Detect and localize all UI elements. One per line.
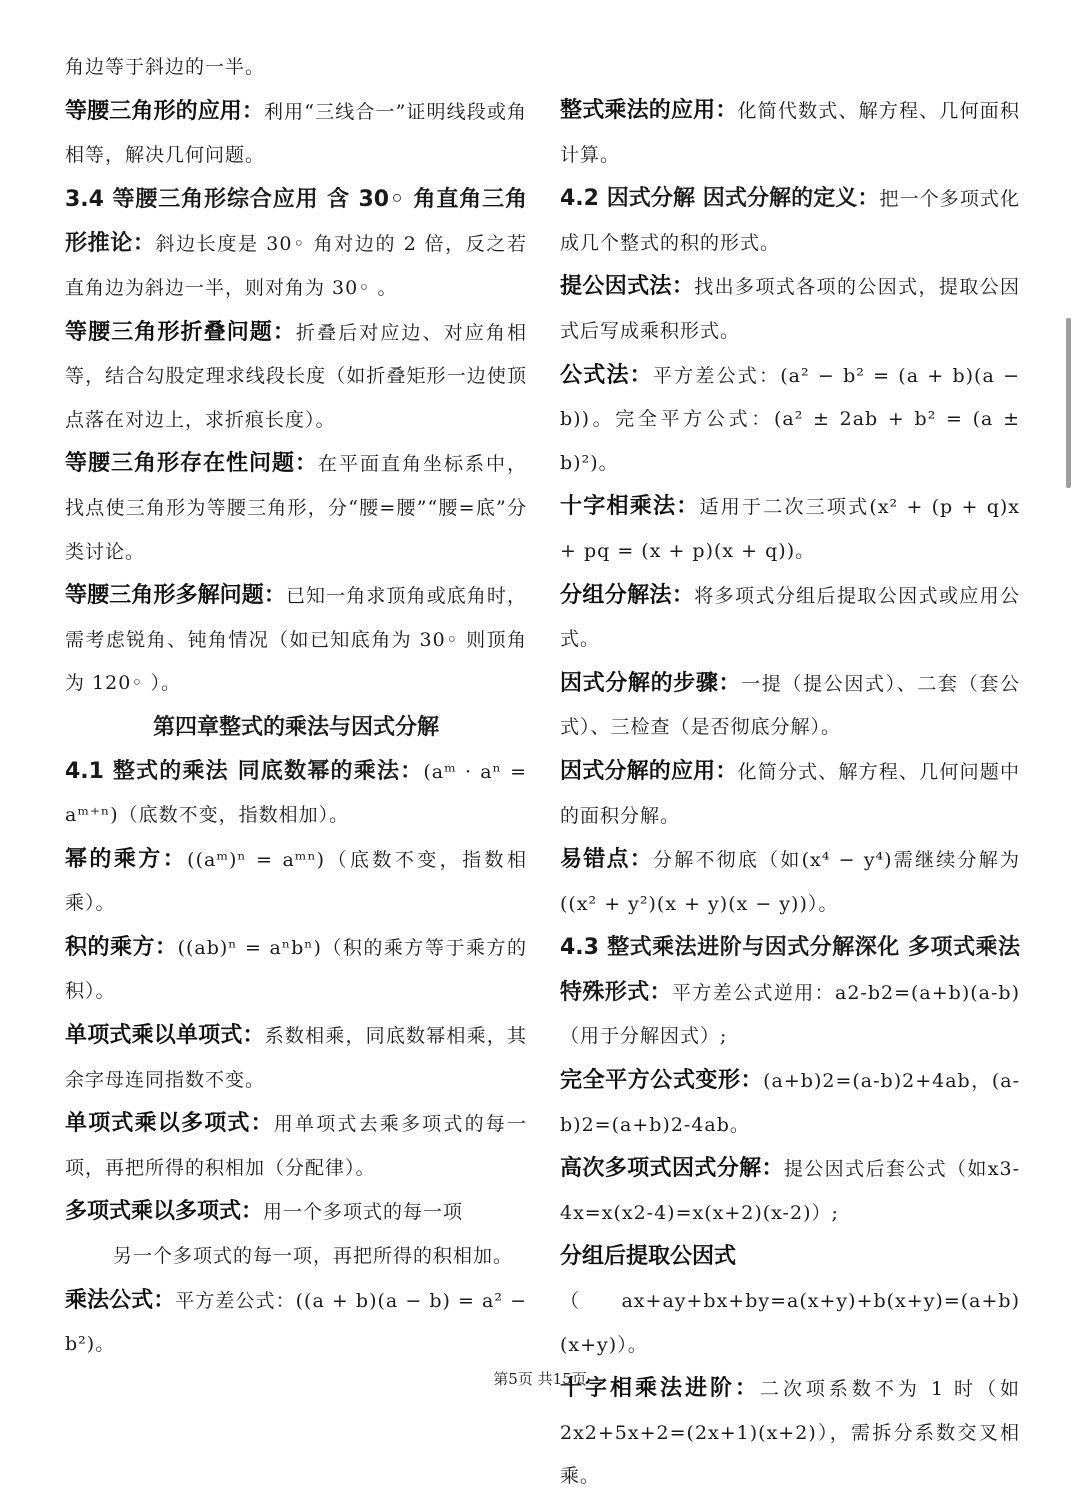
term-label: 十字相乘法： (560, 494, 700, 520)
paragraph (560, 1235, 1020, 1280)
section-heading: 3.4 等腰三角形综合应用 含 30◦ 角直角三角形推论： (65, 186, 527, 257)
term-label: 分组分解法： (560, 582, 695, 608)
term-label: 分组后提取公因式 (560, 1244, 737, 1270)
section-paragraph: 3.4 等腰三角形综合应用 含 30◦ 角直角三角形推论：斜边长度是 30◦ 角对边的 2 倍，反之若直角边为斜边一半，则对角为 30◦ 。 (65, 186, 527, 299)
section-paragraph: 4.1 整式的乘法 同底数幂的乘法：(aᵐ · aⁿ = aᵐ⁺ⁿ)（底数不变，指数相加）。 (65, 758, 527, 827)
term-label: 单项式乘以单项式： (65, 1023, 265, 1049)
paragraph: 等腰三角形存在性问题：在平面直角坐标系中，找点使三角形为等腰三角形，分“腰=腰”“腰=底”分类讨论。 (65, 451, 527, 563)
paragraph: 高次多项式因式分解：提公因式后套公式（如x3-4x=x(x2-4)=x(x+2)(x-2)）; (560, 1156, 1020, 1224)
paragraph: 积的乘方：((ab)ⁿ = aⁿbⁿ)（积的乘方等于乘方的积）。 (65, 934, 527, 1003)
paragraph: 整式乘法的应用：化简代数式、解方程、几何面积计算。 (560, 98, 1020, 166)
section-heading: 4.3 整式乘法进阶与因式分解深化 多项式乘法特殊形式： (560, 935, 1020, 1005)
paragraph: 乘法公式：平方差公式：((a + b)(a − b) = a² − b²)。 (65, 1287, 527, 1356)
section-paragraph: 4.2 因式分解 因式分解的定义：把一个多项式化成几个整式的积的形式。 (560, 186, 1020, 254)
term-label: 易错点： (560, 847, 653, 873)
paragraph: 单项式乘以多项式：用单项式去乘多项式的每一项，再把所得的积相加（分配律）。 (65, 1111, 527, 1179)
paragraph: 十字相乘法进阶：二次项系数不为 1 时（如2x2+5x+2=(2x+1)(x+2)），需拆分系数交叉相乘。 (560, 1376, 1020, 1488)
section-heading: 4.2 因式分解 因式分解的定义： (560, 186, 880, 212)
paragraph: 易错点：分解不彻底（如(x⁴ − y⁴)需继续分解为((x² + y²)(x + y)(x − y))）。 (560, 847, 1020, 915)
paragraph: 等腰三角形多解问题：已知一角求顶角或底角时，需考虑锐角、钝角情况（如已知底角为 30◦ 则顶角为 120◦ ）。 (65, 583, 527, 695)
paragraph-continuation: 另一个多项式的每一项，再把所得的积相加。 (113, 1245, 514, 1268)
term-label: 等腰三角形折叠问题： (65, 319, 296, 345)
page-number-footer: 第5页 共15页 (493, 1370, 587, 1388)
paragraph: 角边等于斜边的一半。 (65, 56, 266, 78)
paragraph: 多项式乘以多项式：用一个多项式的每一项 (65, 1199, 464, 1225)
term-label: 整式乘法的应用： (560, 98, 738, 123)
term-label: 乘法公式： (65, 1287, 176, 1313)
term-label: 幂的乘方： (65, 846, 188, 872)
paragraph: 完全平方公式变形：(a+b)2=(a-b)2+4ab，(a-b)2=(a+b)2-4ab。 (560, 1068, 1020, 1136)
paragraph: 提公因式法：找出多项式各项的公因式，提取公因式后写成乘积形式。 (560, 274, 1020, 342)
paragraph: 等腰三角形的应用：利用“三线合一”证明线段或角相等，解决几何问题。 (65, 98, 527, 167)
term-label: 等腰三角形的应用： (65, 98, 265, 124)
term-label: 十字相乘法进阶： (560, 1376, 760, 1402)
term-label: 因式分解的应用： (560, 758, 738, 784)
term-label: 多项式乘以多项式： (65, 1199, 264, 1225)
chapter-title: 第四章整式的乘法与因式分解 (152, 714, 439, 740)
paragraph: 因式分解的步骤：一提（提公因式）、二套（套公式）、三检查（是否彻底分解）。 (560, 670, 1020, 739)
term-label: 提公因式法： (560, 274, 695, 300)
term-label: 因式分解的步骤： (560, 670, 742, 696)
scrollbar-thumb[interactable] (1066, 318, 1071, 488)
right-column (560, 46, 1020, 1499)
paragraph: 因式分解的应用：化简分式、解方程、几何问题中的面积分解。 (560, 758, 1020, 827)
term-label: 完全平方公式变形： (560, 1068, 764, 1094)
section-paragraph: 4.3 整式乘法进阶与因式分解深化 多项式乘法特殊形式：平方差公式逆用：a2-b2=(a+b)(a-b)（用于分解因式）; (560, 935, 1020, 1048)
paragraph: 等腰三角形折叠问题：折叠后对应边、对应角相等，结合勾股定理求线段长度（如折叠矩形一边使顶点落在对边上，求折痕长度）。 (65, 319, 527, 431)
paragraph: 公式法：平方差公式：(a² − b² = (a + b)(a − b))。完全平方公式：(a² ± 2ab + b² = (a ± b)²)。 (560, 362, 1020, 474)
paragraph: 单项式乘以单项式：系数相乘，同底数幂相乘，其余字母连同指数不变。 (65, 1023, 527, 1091)
term-label: 等腰三角形多解问题： (65, 583, 286, 609)
term-label: 单项式乘以多项式： (65, 1111, 274, 1137)
paragraph: （ax+ay+bx+by=a(x+y)+b(x+y)=(a+b)(x+y)）。 (560, 1290, 1020, 1356)
section-heading: 4.1 整式的乘法 同底数幂的乘法： (65, 758, 424, 784)
paragraph: 十字相乘法：适用于二次三项式(x² + (p + q)x + pq = (x + p)(x + q))。 (560, 494, 1020, 562)
term-label: 公式法： (560, 362, 653, 388)
paragraph: 分组分解法：将多项式分组后提取公因式或应用公式。 (560, 582, 1020, 651)
term-label: 高次多项式因式分解： (560, 1156, 784, 1182)
paragraph: 幂的乘方：((aᵐ)ⁿ = aᵐⁿ)（底数不变，指数相乘）。 (65, 846, 527, 915)
left-column (65, 46, 527, 1367)
term-label: 等腰三角形存在性问题： (65, 451, 318, 477)
term-label: 积的乘方： (65, 934, 178, 960)
